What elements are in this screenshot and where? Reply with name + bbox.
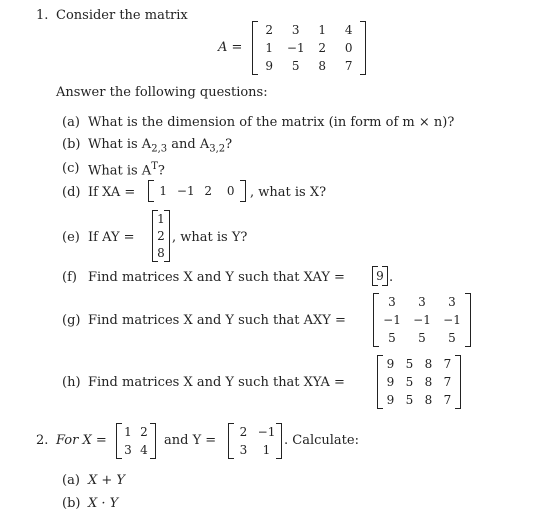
matrix-cell: 5 xyxy=(448,331,456,345)
matrix-cell: −1 xyxy=(176,184,195,198)
matrix-cell: 3 xyxy=(124,443,132,457)
q1g-text: Find matrices X and Y such that AXY = xyxy=(88,313,346,328)
matrix-cell: 4 xyxy=(344,23,353,37)
matrix-cell: 1 xyxy=(318,23,327,37)
matrix-h xyxy=(377,355,461,409)
q1f-label: (f) xyxy=(62,270,77,285)
q2a-text: X + Y xyxy=(88,473,125,488)
matrix-cell: 2 xyxy=(157,228,165,243)
matrix-cell: 9 xyxy=(386,357,395,371)
matrix-cell: 1 xyxy=(157,211,165,226)
q2-number: 2. xyxy=(36,433,49,448)
matrix-cell: −1 xyxy=(413,313,431,327)
matrix-x xyxy=(116,423,156,459)
matrix-cell: 5 xyxy=(418,331,426,345)
matrix-cell: 3 xyxy=(291,23,300,37)
q1a-label: (a) xyxy=(62,115,80,130)
q2-text3: . Calculate: xyxy=(284,433,359,448)
matrix-cell: 8 xyxy=(424,375,433,389)
q1f-tail: . xyxy=(389,270,394,285)
matrix-cell: −1 xyxy=(257,425,276,439)
matrix-cell: 5 xyxy=(388,331,396,345)
q1f-text: Find matrices X and Y such that XAY = xyxy=(88,270,345,285)
q1b-text: What is $A_{2,3}$ and $A_{3,2}$? xyxy=(88,137,233,155)
matrix-cell: 3 xyxy=(418,295,426,309)
matrix-a xyxy=(252,21,366,75)
matrix-cell: 0 xyxy=(344,41,353,55)
matrix-cell: 2 xyxy=(239,425,248,439)
matrix-cell: 3 xyxy=(239,443,248,457)
matrix-cell: 5 xyxy=(405,375,414,389)
matrix-cell: 7 xyxy=(344,59,353,73)
column-vector-e xyxy=(152,210,170,262)
q1c-text: What is $A^T$? xyxy=(88,161,165,179)
matrix-cell: 9 xyxy=(386,375,395,389)
q1a-text: What is the dimension of the matrix (in form of m × n)? xyxy=(88,115,455,130)
scalar-matrix-f xyxy=(372,266,388,286)
matrix-cell: 2 xyxy=(140,425,148,439)
q1e-tail: , what is Y? xyxy=(172,230,248,245)
q2a-label: (a) xyxy=(62,473,80,488)
q2-text2: and Y = xyxy=(164,433,217,448)
q1c-label: (c) xyxy=(62,161,80,176)
q1-intro: Consider the matrix xyxy=(56,8,188,23)
matrix-a-label: A = xyxy=(218,40,243,55)
matrix-cell: 1 xyxy=(265,41,274,55)
matrix-g xyxy=(373,293,471,347)
matrix-y xyxy=(228,423,282,459)
matrix-cell: −1 xyxy=(443,313,461,327)
q1d-label: (d) xyxy=(62,185,81,200)
q1d-tail: , what is X? xyxy=(250,185,327,200)
matrix-cell: 1 xyxy=(262,443,271,457)
matrix-cell: 3 xyxy=(448,295,456,309)
matrix-cell: −1 xyxy=(383,313,401,327)
matrix-cell: 5 xyxy=(405,393,414,407)
matrix-cell: 9 xyxy=(376,269,384,283)
q1e-label: (e) xyxy=(62,230,80,245)
q1e-text: If AY = xyxy=(88,230,135,245)
q2b-text: X · Y xyxy=(88,496,119,511)
matrix-cell: 8 xyxy=(424,357,433,371)
matrix-cell: 1 xyxy=(124,425,132,439)
q1b-label: (b) xyxy=(62,137,81,152)
row-vector-d xyxy=(148,180,246,202)
matrix-cell: 7 xyxy=(443,393,452,407)
q1g-label: (g) xyxy=(62,313,81,328)
q2-text1: For X = xyxy=(56,433,107,448)
matrix-cell: 8 xyxy=(318,59,327,73)
q1-number: 1. xyxy=(36,8,49,23)
matrix-cell: 7 xyxy=(443,375,452,389)
matrix-cell: 8 xyxy=(424,393,433,407)
matrix-cell: 5 xyxy=(405,357,414,371)
matrix-cell: 2 xyxy=(318,41,327,55)
matrix-cell: 5 xyxy=(291,59,300,73)
matrix-cell: 9 xyxy=(386,393,395,407)
matrix-cell: 4 xyxy=(140,443,148,457)
matrix-cell: 0 xyxy=(226,184,235,198)
matrix-cell: −1 xyxy=(286,41,305,55)
matrix-cell: 9 xyxy=(265,59,274,73)
matrix-cell: 3 xyxy=(388,295,396,309)
matrix-cell: 7 xyxy=(443,357,452,371)
matrix-cell: 2 xyxy=(265,23,274,37)
answer-prompt: Answer the following questions: xyxy=(56,85,268,100)
matrix-cell: 1 xyxy=(159,184,168,198)
q1d-text: If XA = xyxy=(88,185,136,200)
q1h-text: Find matrices X and Y such that XYA = xyxy=(88,375,345,390)
q1h-label: (h) xyxy=(62,375,81,390)
matrix-cell: 2 xyxy=(204,184,213,198)
q2b-label: (b) xyxy=(62,496,81,511)
matrix-cell: 8 xyxy=(157,246,165,261)
